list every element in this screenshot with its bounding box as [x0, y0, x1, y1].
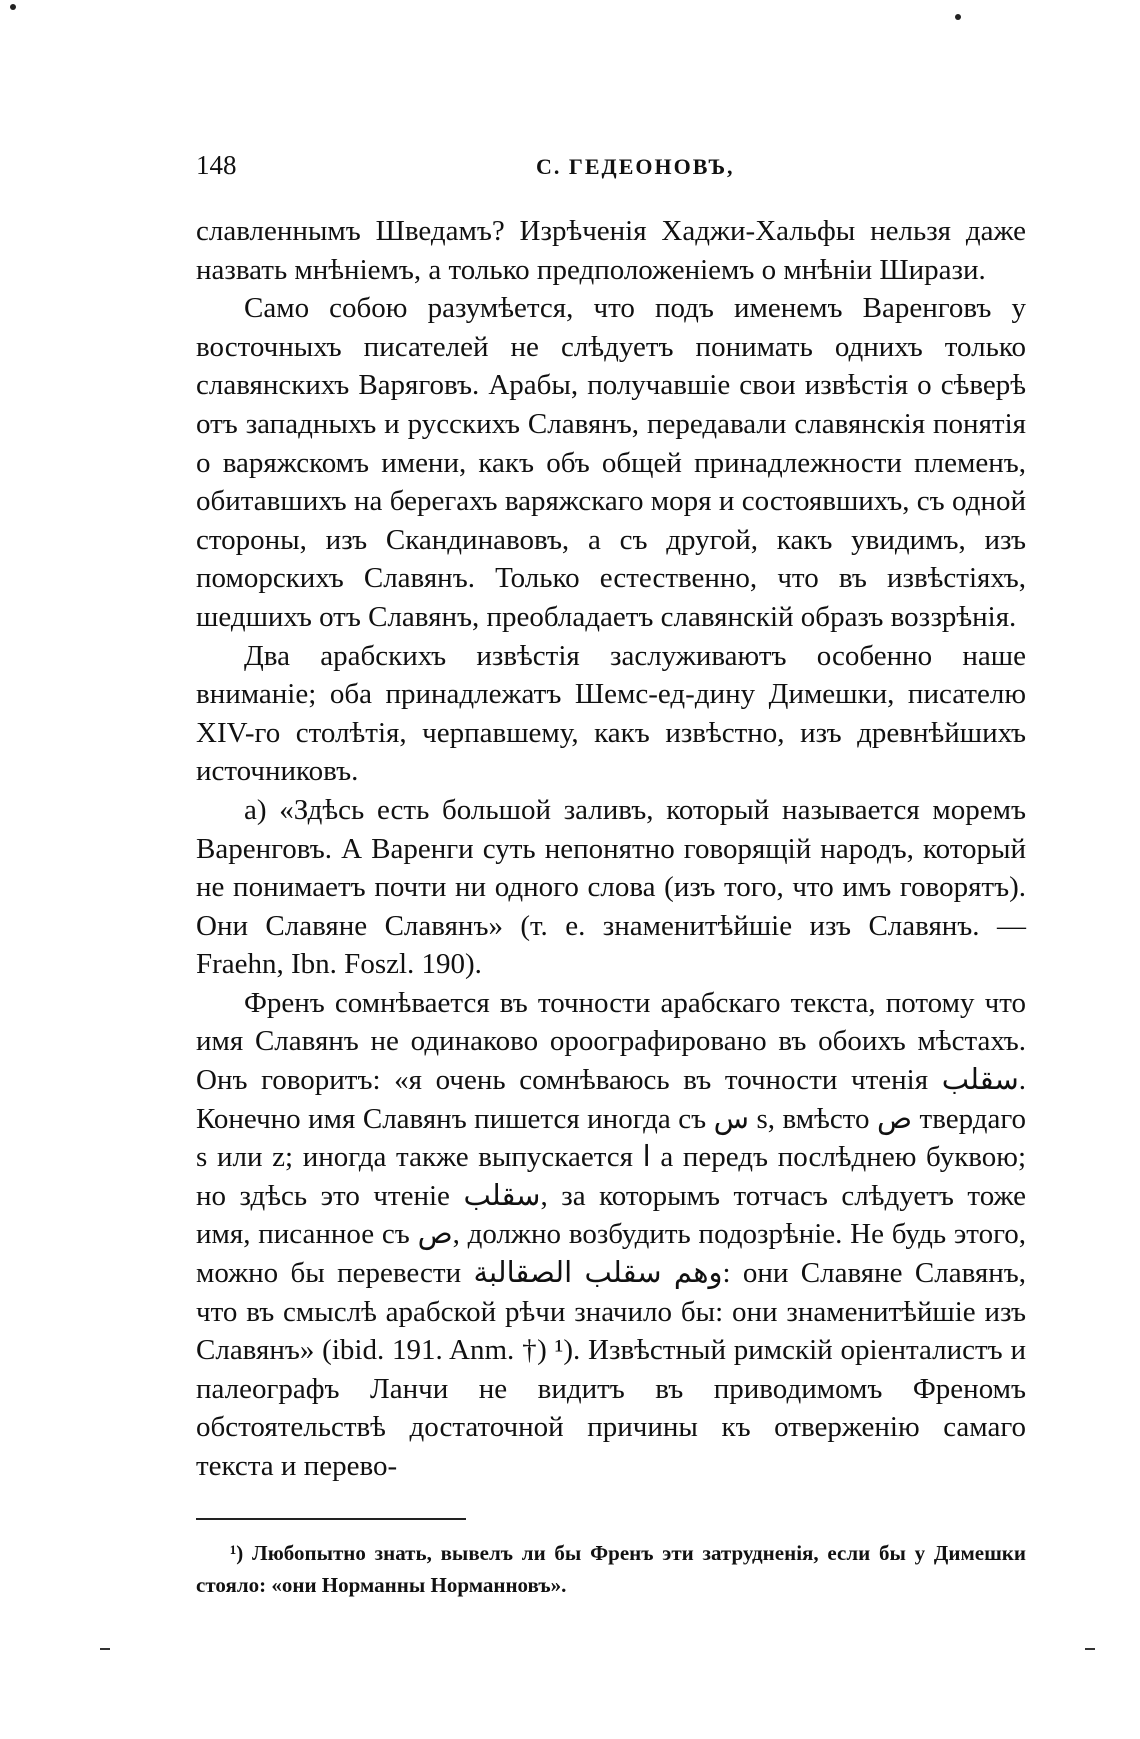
- running-head: С. ГЕДЕОНОВЪ,: [536, 154, 735, 179]
- margin-mark-right: [1085, 1648, 1095, 1650]
- paragraph-continuation: славленнымъ Шведамъ? Изрѣченія Хаджи-Хальфы нельзя даже назвать мнѣніемъ, а только предположеніемъ о мнѣніи Ширази.: [196, 215, 1026, 286]
- paragraph-two-reports: Два арабскихъ извѣстія заслуживаютъ особенно наше вниманіе; оба принадлежатъ Шемс-ед-дину Димешки, писателю XIV-го столѣтія, черпавшему, какъ извѣстно, изъ древнѣйшихъ источниковъ.: [196, 639, 1026, 788]
- page-header: [196, 150, 1026, 190]
- page-speck-top-right: [955, 14, 961, 20]
- paragraph-varangians: Само собою разумѣется, что подъ именемъ Варенговъ у восточныхъ писателей не слѣдуетъ понимать однихъ только славянскихъ Варяговъ. Арабы, получавшіе свои извѣстія о сѣверѣ отъ западныхъ и русскихъ Славянъ, передавали славянскія понятія о варяжскомъ имени, какъ объ общей принадлежности племенъ, обитавшихъ на берегахъ варяжскаго моря и состоявшихъ, съ одной стороны, изъ Скандинавовъ, а съ другой, какъ увидимъ, изъ поморскихъ Славянъ. Только естественно, что въ извѣстіяхъ, шедшихъ отъ Славянъ, преобладаетъ славянскій образъ воззрѣнія.: [196, 292, 1026, 633]
- footnote: ¹) Любопытно знать, вывелъ ли бы Френъ эти затрудненія, если бы у Димешки стояло: «они Норманны Норманновъ».: [196, 1541, 1026, 1597]
- footnote-rule: [196, 1518, 466, 1520]
- paragraph-quote-a: а) «Здѣсь есть большой заливъ, который называется моремъ Варенговъ. А Варенги суть непонятно говорящій народъ, который не понимаетъ почти ни одного слова (изъ того, что имъ говорятъ). Они Славяне Славянъ» (т. е. знаменитѣйшіе изъ Славянъ. — Fraehn, Ibn. Foszl. 190).: [196, 793, 1026, 981]
- page-speck-top-left: [10, 4, 16, 10]
- page-number: 148: [196, 150, 237, 180]
- margin-mark-left: [100, 1648, 110, 1650]
- paragraph-fraehn: Френъ сомнѣвается въ точности арабскаго текста, потому что имя Славянъ не одинаково ороографировано въ обоихъ мѣстахъ. Онъ говоритъ: «я очень сомнѣваюсь въ точности чтенія سقلب. Конечно имя Славянъ пишется иногда съ س s, вмѣсто ص твердаго s или z; иногда также выпускается ا a передъ послѣднею буквою; но здѣсь это чтеніе سقلب, за которымъ тотчасъ слѣдуетъ тоже имя, писанное съ ص, должно возбудить подозрѣніе. Не будь этого, можно бы перевести وهم سقلب الصقالبة: они Славяне Славянъ, что въ смыслѣ арабской рѣчи значило бы: они знаменитѣйшіе изъ Славянъ» (ibid. 191. Anm. †) ¹). Извѣстный римскій оріенталистъ и палеографъ Ланчи не видитъ въ приводимомъ Френомъ обстоятельствѣ достаточной причины къ отверженію самаго текста и перево-: [196, 986, 1026, 1482]
- main-text: [196, 212, 1026, 1486]
